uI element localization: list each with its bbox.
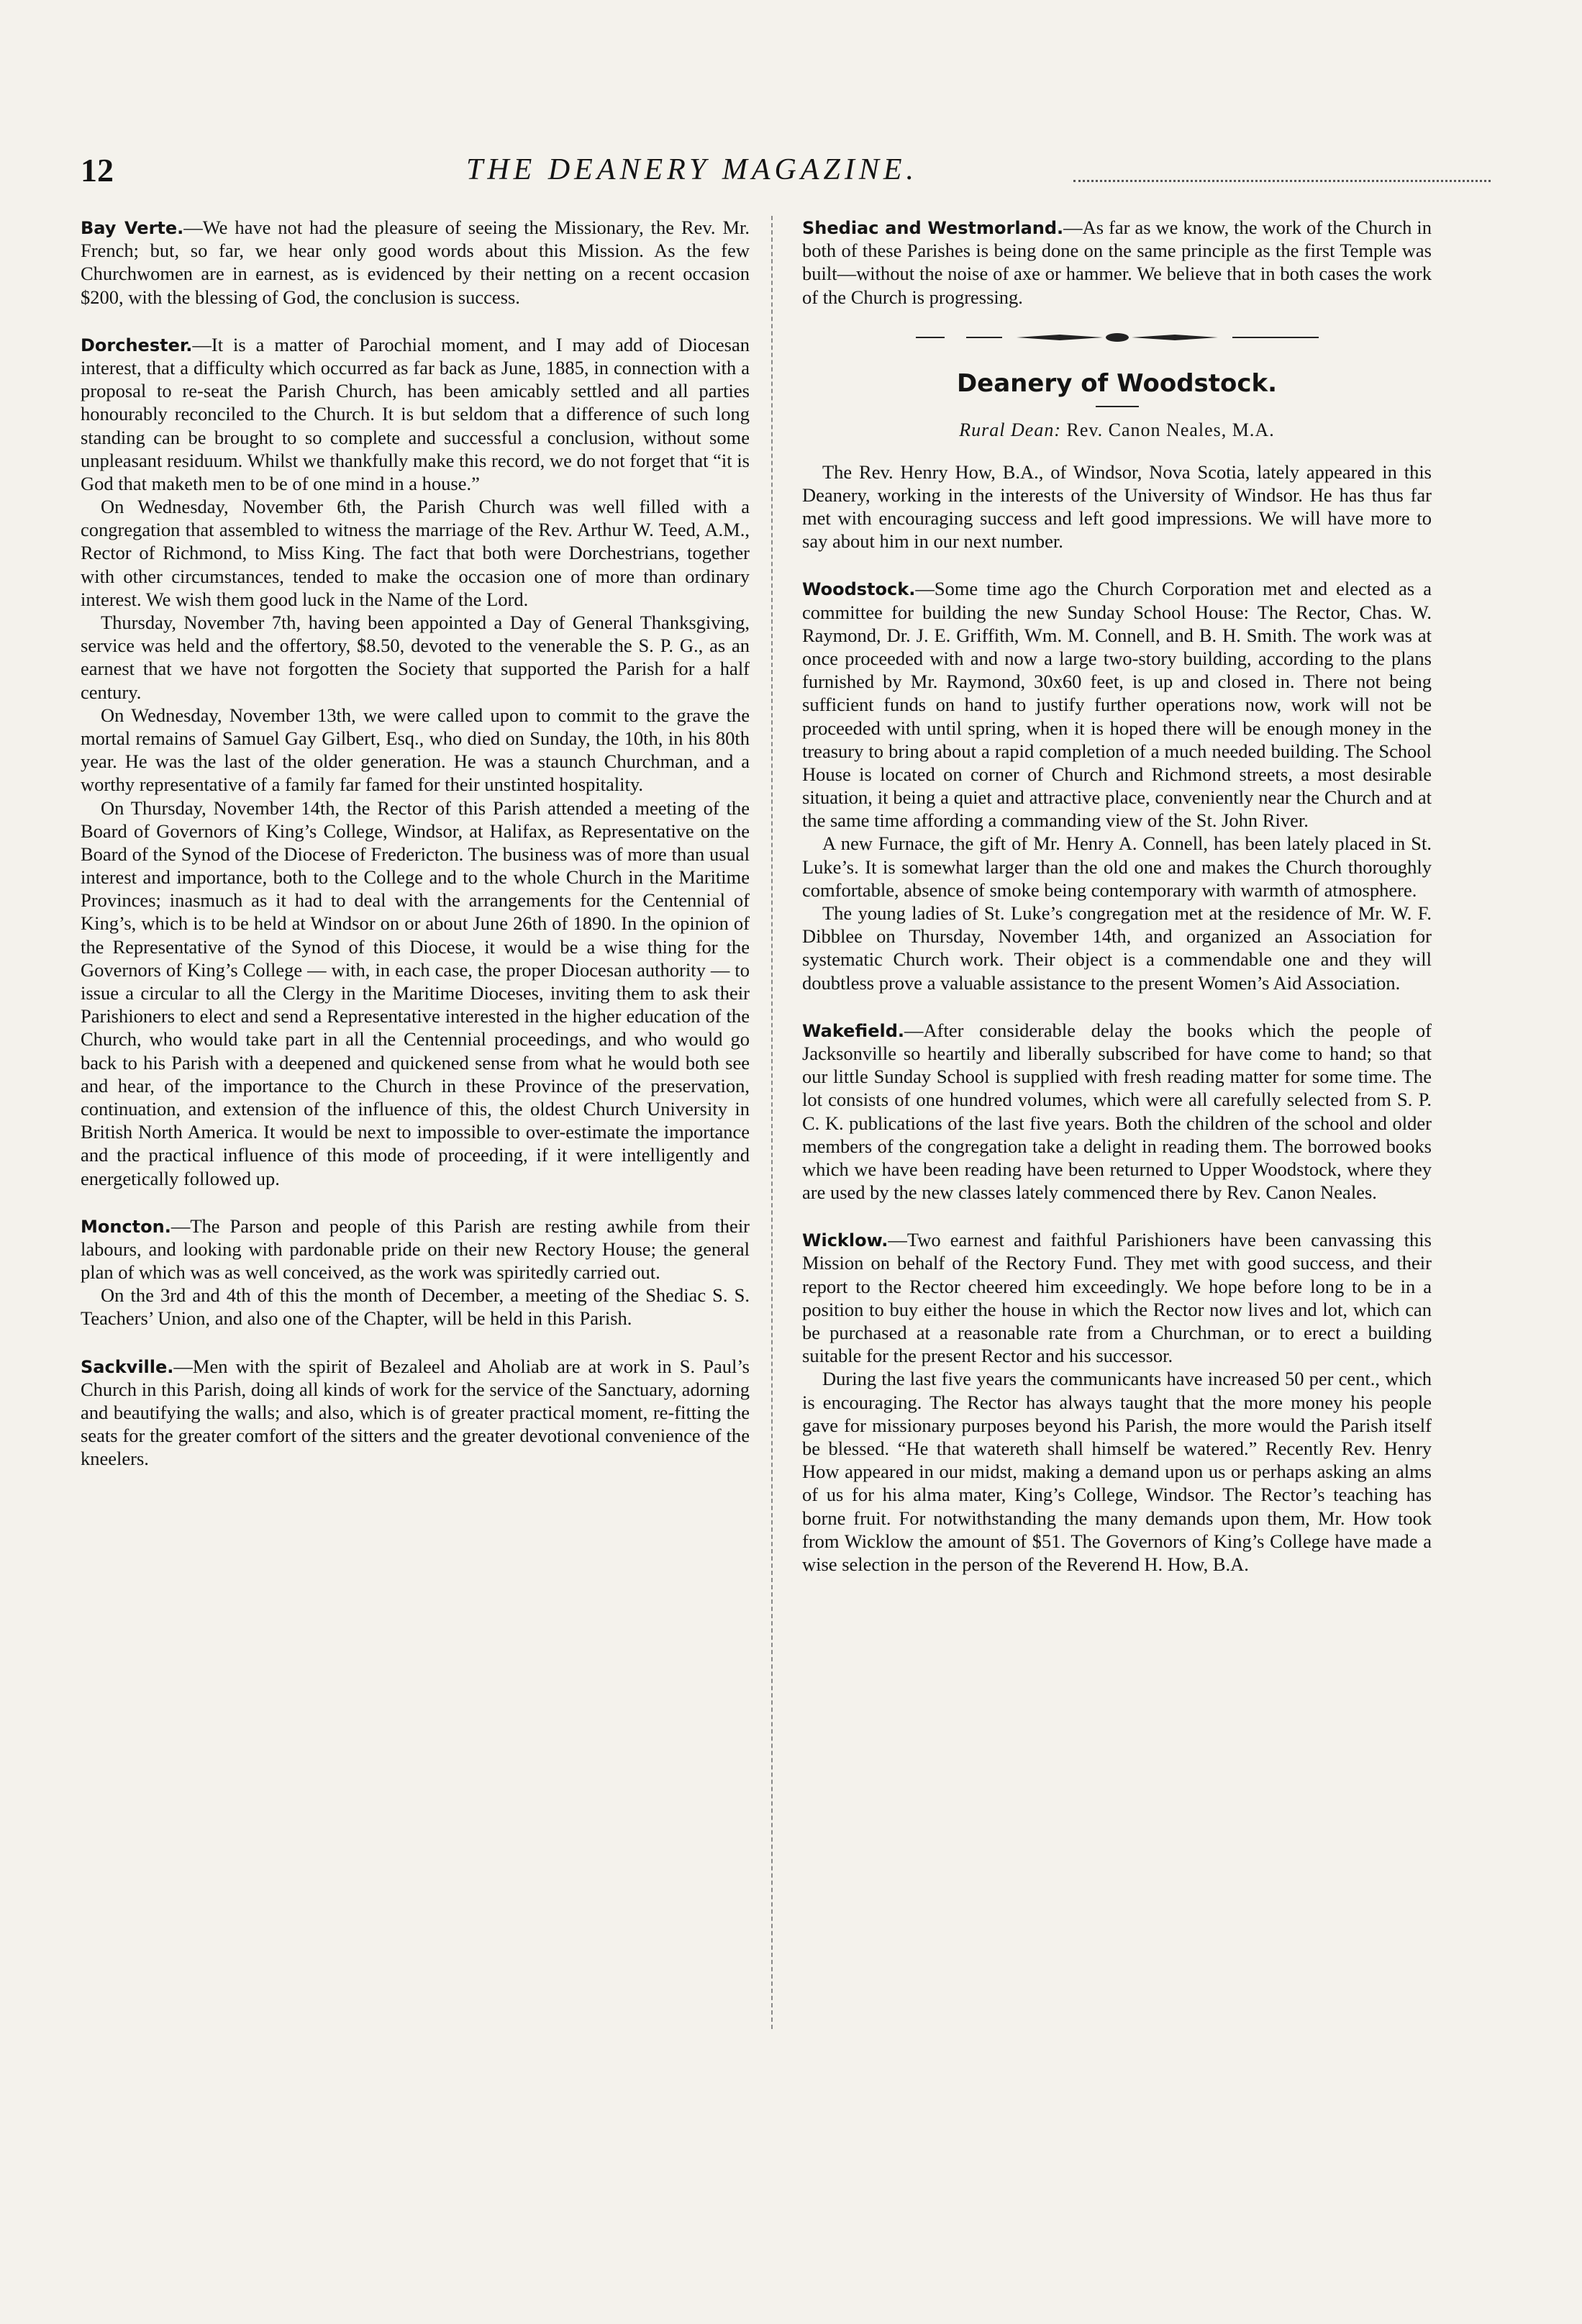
bay-verte-heading: Bay Verte. [81,218,184,238]
sackville-section [81,1355,750,1471]
dorchester-paragraph: On Thursday, November 14th, the Rector of this Parish attended a meeting of the Board of Governors of King’s College, Windsor, at Halifax, as Representative on the Board of the Synod of the Diocese of Fredericton. The business was of more than usual interest and importance, both to the College and to the whole Church in the Maritime Provinces; inasmuch as it had to deal with the arrangements for the Centennial of King’s, which is to be held at Windsor on or about June 26th of 1890. In the opinion of the Representative of the Synod of this Diocese, it would be a wise thing for the Governors of King’s College — with, in each case, the proper Diocesan authority — to issue a circular to all the Clergy in the Maritime Dioceses, inviting them to ask their Parishioners to elect and send a Representative interested in the higher education of the Church, who would take part in all the Centennial proceedings, and who would go back to his Parish with a deepened and quickened sense from what he would both see and hear, of the importance to the Church in these Province of the preservation, continuation, and extension of the influence of this, the oldest Church University in British North America. It would be next to impossible to over-estimate the importance and the practical influence of this mode of proceeding, if it were intelligently and energetically followed up. [81,796,750,1189]
rural-dean-name: Rev. Canon Neales, M.A. [1066,419,1275,441]
running-head [81,151,1433,194]
woodstock-paragraph [802,577,1432,832]
moncton-heading: Moncton. [81,1216,171,1237]
shediac-paragraph [802,216,1432,309]
ornament-rule-icon [916,330,1319,345]
sackville-body: —Men with the spirit of Bezaleel and Aholiab are at work in S. Paul’s Church in this Parish, doing all kinds of work for the service of the Sanctuary, adorning and beautifying the walls; and also, which is of greater practical moment, re-fitting the seats for the greater comfort of the sitters and the greater devotional convenience of the kneelers. [81,1355,750,1470]
woodstock-paragraph: The young ladies of St. Luke’s congregation met at the residence of Mr. W. F. Dibblee on Thursday, November 14th, and organized an Association for systematic Church work. Their object is a commendable one and they will doubtless prove a valuable assistance to the present Women’s Aid Association. [802,902,1432,994]
header-rule [1073,180,1491,182]
rural-dean-line [802,419,1432,442]
left-column [81,216,750,1495]
page-number: 12 [81,152,114,189]
moncton-section [81,1215,750,1330]
dorchester-paragraph: Thursday, November 7th, having been appointed a Day of General Thanksgiving, service was held and the offertory, $8.50, devoted to the venerable the S. P. G., as an earnest that we have not forgotten the Society that supported the Parish for a half century. [81,612,750,703]
shediac-section [802,216,1432,309]
wicklow-paragraph: During the last five years the communicants have increased 50 per cent., which is encouraging. The Rector has always taught that the more money his people gave for missionary purposes beyond his Parish, the more would the Parish itself be blessed. “He that watereth shall himself be watered.” Recently Rev. Henry How appeared in our midst, making a demand upon us or perhaps asking an alms of us for his alma mater, King’s College, Windsor. The Rector’s teaching has borne fruit. For notwithstanding the many demands upon them, Mr. How took from Wicklow the amount of $51. The Governors of King’s College have made a wise selection in the person of the Reverend H. How, B.A. [802,1368,1432,1575]
wicklow-paragraph [802,1228,1432,1367]
shediac-body: —As far as we know, the work of the Church in both of these Parishes is being done on the same principle as the first Temple was built—without the noise of axe or hammer. We believe that in both cases the work of the Church is progressing. [802,217,1432,308]
sackville-paragraph [81,1355,750,1471]
dorchester-paragraph: On Wednesday, November 6th, the Parish Church was well filled with a congregation that assembled to witness the marriage of the Rev. Arthur W. Teed, A.M., Rector of Richmond, to Miss King. The fact that both were Dorchestrians, together with other circumstances, tended to make the occasion one of more than ordinary interest. We wish them good luck in the Name of the Lord. [81,496,750,610]
section-ornament [802,330,1432,345]
intro-section [802,460,1432,553]
wicklow-heading: Wicklow. [802,1230,888,1251]
wakefield-paragraph [802,1019,1432,1204]
woodstock-heading: Woodstock. [802,579,916,600]
sackville-heading: Sackville. [81,1356,174,1377]
moncton-paragraph [81,1215,750,1284]
deanery-title: Deanery of Woodstock. [956,368,1278,398]
column-divider [771,216,773,2029]
intro-paragraph: The Rev. Henry How, B.A., of Windsor, Nova Scotia, lately appeared in this Deanery, working in the interests of the University of Windsor. He has thus far met with encouraging success and left good impressions. We will have more to say about him in our next number. [802,460,1432,553]
bay-verte-paragraph [81,216,750,309]
dorchester-paragraph: On Wednesday, November 13th, we were called upon to commit to the grave the mortal remains of Samuel Gay Gilbert, Esq., who died on Sunday, the 10th, in his 80th year. He was the last of the older generation. He was a staunch Churchman, and a worthy representative of a family far famed for their unstinted hospitality. [81,704,750,796]
wicklow-text: —Two earnest and faithful Parishioners have been canvassing this Mission on behalf of the Rectory Fund. They met with good success, and their report to the Rector cheered him exceedingly. We hope before long to be in a position to buy either the house in which the Rector now lives and lot, which can be purchased at a reasonable rate from a Churchman, or to erect a building suitable for the present Rector and his successor. [802,1229,1432,1367]
dorchester-text: —It is a matter of Parochial moment, and I may add of Diocesan interest, that a difficulty which occurred as far back as June, 1885, in connection with a proposal to re-seat the Parish Church, has been amicably settled and all parties honourably reconciled to the Church. It is but seldom that a difference of such long standing can be brought to so complete and successful a conclusion, without some unpleasant residuum. Whilst we thankfully make this record, we do not forget that “it is God that maketh men to be of one mind in a house.” [81,333,750,494]
rural-dean-label: Rural Dean: [959,419,1061,441]
title-rule [1096,406,1139,407]
deanery-heading-block [802,369,1432,442]
dorchester-section [81,333,750,1190]
moncton-paragraph: On the 3rd and 4th of this the month of December, a meeting of the Shediac S. S. Teachers’ Union, and also one of the Chapter, will be held in this Parish. [81,1284,750,1330]
moncton-text: —The Parson and people of this Parish are resting awhile from their labours, and looking with pardonable pride on their new Rectory House; the general plan of which was as well conceived, as the work was spiritedly carried out. [81,1215,750,1284]
dorchester-paragraph [81,333,750,495]
bay-verte-section [81,216,750,309]
wicklow-section [802,1228,1432,1576]
wakefield-section [802,1019,1432,1204]
woodstock-paragraph: A new Furnace, the gift of Mr. Henry A. Connell, has been lately placed in St. Luke’s. It is somewhat larger than the old one and makes the Church thoroughly comfortable, absence of smoke being contemporary with warmth of atmosphere. [802,832,1432,901]
woodstock-text: —Some time ago the Church Corporation met and elected as a committee for building the new Sunday School House: The Rector, Chas. W. Raymond, Dr. J. E. Griffith, Wm. M. Connell, and B. H. Smith. The work was at once proceeded with and now a large two-story building, according to the plans furnished by Mr. Raymond, 30x60 feet, is up and closed in. There not being sufficient funds on hand to justify further operations now, work will not be proceeded with until spring, when it is hoped there will be enough money in the treasury to bring about a rapid completion of a much needed building. The School House is located on corner of Church and Richmond streets, a most desirable situation, it being a quiet and attractive place, conveniently near the Church and at the same time affording a commanding view of the St. John River. [802,578,1432,832]
woodstock-section [802,577,1432,994]
bay-verte-body: —We have not had the pleasure of seeing the Missionary, the Rev. Mr. French; but, so far, we hear only good words about this Mission. As the few Churchwomen are in earnest, as is evidenced by their netting on a recent occasion $200, with the blessing of God, the conclusion is success. [81,217,750,308]
wakefield-body: —After considerable delay the books which the people of Jacksonville so heartily and liberally subscribed for have come to hand; so that our little Sunday School is supplied with fresh reading matter for some time. The lot consists of one hundred volumes, which were all carefully selected from S. P. C. K. publications of the last five years. Both the children of the school and older members of the congregation take a delight in reading them. The borrowed books which we have been reading have been returned to Upper Woodstock, where they are used by the new classes lately commenced there by Rev. Canon Neales. [802,1019,1432,1204]
right-column [802,216,1432,1600]
shediac-heading: Shediac and Westmorland. [802,218,1064,238]
dorchester-heading: Dorchester. [81,335,193,355]
magazine-title: THE DEANERY MAGAZINE. [465,153,919,186]
wakefield-heading: Wakefield. [802,1020,904,1041]
